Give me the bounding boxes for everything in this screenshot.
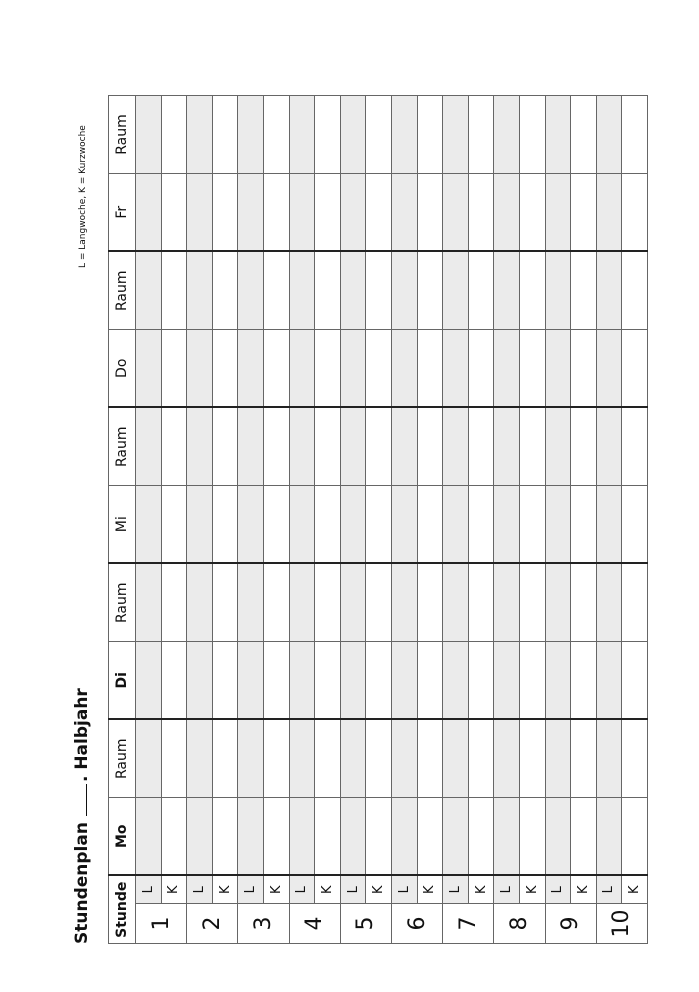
subject-cell[interactable] bbox=[315, 642, 341, 720]
room-cell[interactable] bbox=[468, 564, 494, 642]
header-day-mi: Mi bbox=[109, 486, 136, 564]
subject-cell[interactable] bbox=[545, 486, 571, 564]
room-cell[interactable] bbox=[596, 564, 622, 642]
semester-blank[interactable] bbox=[70, 784, 87, 816]
room-cell[interactable] bbox=[238, 252, 264, 330]
period-number: 3 bbox=[238, 904, 289, 944]
subject-cell[interactable] bbox=[366, 330, 392, 408]
subject-cell[interactable] bbox=[545, 798, 571, 876]
room-cell[interactable] bbox=[136, 564, 162, 642]
room-cell[interactable] bbox=[289, 720, 315, 798]
room-cell[interactable] bbox=[263, 720, 289, 798]
room-cell[interactable] bbox=[315, 564, 341, 642]
table-row bbox=[238, 96, 264, 944]
room-cell[interactable] bbox=[519, 96, 545, 174]
table-row bbox=[494, 96, 520, 944]
room-cell[interactable] bbox=[238, 720, 264, 798]
week-marker: K bbox=[263, 876, 289, 904]
room-cell[interactable] bbox=[340, 564, 366, 642]
subject-cell[interactable] bbox=[366, 798, 392, 876]
subject-cell[interactable] bbox=[212, 330, 238, 408]
header-day-fr: Fr bbox=[109, 174, 136, 252]
subject-cell[interactable] bbox=[136, 798, 162, 876]
table-row bbox=[366, 96, 392, 944]
room-cell[interactable] bbox=[263, 96, 289, 174]
room-cell[interactable] bbox=[494, 408, 520, 486]
subject-cell[interactable] bbox=[519, 330, 545, 408]
week-marker: L bbox=[238, 876, 264, 904]
period-number: 1 bbox=[136, 904, 187, 944]
room-cell[interactable] bbox=[187, 564, 213, 642]
room-cell[interactable] bbox=[545, 96, 571, 174]
subject-cell[interactable] bbox=[315, 330, 341, 408]
room-cell[interactable] bbox=[571, 720, 597, 798]
week-marker: L bbox=[596, 876, 622, 904]
subject-cell[interactable] bbox=[289, 798, 315, 876]
subject-cell[interactable] bbox=[545, 174, 571, 252]
table-row bbox=[571, 96, 597, 944]
week-marker: K bbox=[366, 876, 392, 904]
room-cell[interactable] bbox=[468, 408, 494, 486]
subject-cell[interactable] bbox=[519, 798, 545, 876]
subject-cell[interactable] bbox=[136, 642, 162, 720]
subject-cell[interactable] bbox=[622, 642, 648, 720]
subject-cell[interactable] bbox=[468, 486, 494, 564]
subject-cell[interactable] bbox=[391, 174, 417, 252]
subject-cell[interactable] bbox=[315, 798, 341, 876]
room-cell[interactable] bbox=[212, 96, 238, 174]
room-cell[interactable] bbox=[315, 408, 341, 486]
subject-cell[interactable] bbox=[468, 174, 494, 252]
subject-cell[interactable] bbox=[519, 486, 545, 564]
subject-cell[interactable] bbox=[468, 642, 494, 720]
room-cell[interactable] bbox=[545, 564, 571, 642]
room-cell[interactable] bbox=[161, 720, 187, 798]
week-legend: L = Langwoche, K = Kurzwoche bbox=[78, 125, 88, 268]
subject-cell[interactable] bbox=[622, 486, 648, 564]
subject-cell[interactable] bbox=[212, 642, 238, 720]
room-cell[interactable] bbox=[571, 564, 597, 642]
table-row bbox=[289, 96, 315, 944]
subject-cell[interactable] bbox=[340, 798, 366, 876]
subject-cell[interactable] bbox=[571, 486, 597, 564]
room-cell[interactable] bbox=[187, 96, 213, 174]
title-suffix: . Halbjahr bbox=[72, 688, 92, 783]
room-cell[interactable] bbox=[391, 96, 417, 174]
room-cell[interactable] bbox=[289, 96, 315, 174]
subject-cell[interactable] bbox=[519, 174, 545, 252]
header-room-fr: Raum bbox=[109, 96, 136, 174]
table-row bbox=[161, 96, 187, 944]
room-cell[interactable] bbox=[238, 96, 264, 174]
room-cell[interactable] bbox=[366, 408, 392, 486]
week-marker: K bbox=[571, 876, 597, 904]
room-cell[interactable] bbox=[417, 720, 443, 798]
week-marker: K bbox=[161, 876, 187, 904]
subject-cell[interactable] bbox=[187, 174, 213, 252]
subject-cell[interactable] bbox=[238, 642, 264, 720]
room-cell[interactable] bbox=[494, 252, 520, 330]
room-cell[interactable] bbox=[519, 408, 545, 486]
subject-cell[interactable] bbox=[263, 642, 289, 720]
room-cell[interactable] bbox=[289, 252, 315, 330]
subject-cell[interactable] bbox=[136, 174, 162, 252]
room-cell[interactable] bbox=[391, 252, 417, 330]
subject-cell[interactable] bbox=[417, 798, 443, 876]
subject-cell[interactable] bbox=[571, 798, 597, 876]
subject-cell[interactable] bbox=[417, 486, 443, 564]
room-cell[interactable] bbox=[212, 720, 238, 798]
subject-cell[interactable] bbox=[519, 642, 545, 720]
subject-cell[interactable] bbox=[494, 330, 520, 408]
subject-cell[interactable] bbox=[187, 330, 213, 408]
room-cell[interactable] bbox=[340, 252, 366, 330]
subject-cell[interactable] bbox=[136, 486, 162, 564]
subject-cell[interactable] bbox=[212, 486, 238, 564]
room-cell[interactable] bbox=[443, 96, 469, 174]
subject-cell[interactable] bbox=[391, 642, 417, 720]
subject-cell[interactable] bbox=[263, 330, 289, 408]
room-cell[interactable] bbox=[417, 564, 443, 642]
subject-cell[interactable] bbox=[443, 798, 469, 876]
subject-cell[interactable] bbox=[571, 330, 597, 408]
subject-cell[interactable] bbox=[315, 486, 341, 564]
subject-cell[interactable] bbox=[238, 486, 264, 564]
subject-cell[interactable] bbox=[340, 174, 366, 252]
table-row bbox=[136, 96, 162, 944]
header-stunde: Stunde bbox=[109, 876, 136, 944]
subject-cell[interactable] bbox=[596, 174, 622, 252]
subject-cell[interactable] bbox=[571, 174, 597, 252]
period-number: 2 bbox=[187, 904, 238, 944]
subject-cell[interactable] bbox=[494, 486, 520, 564]
room-cell[interactable] bbox=[494, 564, 520, 642]
week-marker: K bbox=[315, 876, 341, 904]
subject-cell[interactable] bbox=[417, 642, 443, 720]
table-row bbox=[340, 96, 366, 944]
room-cell[interactable] bbox=[596, 252, 622, 330]
room-cell[interactable] bbox=[366, 720, 392, 798]
room-cell[interactable] bbox=[443, 252, 469, 330]
room-cell[interactable] bbox=[571, 408, 597, 486]
room-cell[interactable] bbox=[622, 252, 648, 330]
room-cell[interactable] bbox=[596, 96, 622, 174]
room-cell[interactable] bbox=[212, 564, 238, 642]
room-cell[interactable] bbox=[571, 96, 597, 174]
week-marker: L bbox=[494, 876, 520, 904]
room-cell[interactable] bbox=[366, 96, 392, 174]
footer-code bbox=[612, 960, 664, 976]
table-row bbox=[468, 96, 494, 944]
subject-cell[interactable] bbox=[417, 330, 443, 408]
room-cell[interactable] bbox=[340, 720, 366, 798]
room-cell[interactable] bbox=[545, 408, 571, 486]
room-cell[interactable] bbox=[622, 408, 648, 486]
period-number: 8 bbox=[494, 904, 545, 944]
header-room-do: Raum bbox=[109, 252, 136, 330]
room-cell[interactable] bbox=[136, 96, 162, 174]
subject-cell[interactable] bbox=[340, 642, 366, 720]
room-cell[interactable] bbox=[391, 720, 417, 798]
room-cell[interactable] bbox=[545, 252, 571, 330]
room-cell[interactable] bbox=[136, 252, 162, 330]
subject-cell[interactable] bbox=[161, 174, 187, 252]
subject-cell[interactable] bbox=[622, 798, 648, 876]
room-cell[interactable] bbox=[161, 96, 187, 174]
room-cell[interactable] bbox=[187, 252, 213, 330]
table-row bbox=[545, 96, 571, 944]
room-cell[interactable] bbox=[391, 408, 417, 486]
room-cell[interactable] bbox=[494, 96, 520, 174]
subject-cell[interactable] bbox=[212, 174, 238, 252]
room-cell[interactable] bbox=[263, 408, 289, 486]
room-cell[interactable] bbox=[212, 408, 238, 486]
title-prefix: Stundenplan bbox=[72, 822, 92, 944]
subject-cell[interactable] bbox=[238, 174, 264, 252]
week-marker: K bbox=[519, 876, 545, 904]
subject-cell[interactable] bbox=[443, 330, 469, 408]
subject-cell[interactable] bbox=[161, 642, 187, 720]
room-cell[interactable] bbox=[417, 252, 443, 330]
subject-cell[interactable] bbox=[366, 174, 392, 252]
subject-cell[interactable] bbox=[161, 798, 187, 876]
room-cell[interactable] bbox=[468, 720, 494, 798]
table-row bbox=[391, 96, 417, 944]
week-marker: L bbox=[545, 876, 571, 904]
room-cell[interactable] bbox=[136, 408, 162, 486]
subject-cell[interactable] bbox=[212, 798, 238, 876]
week-marker: L bbox=[187, 876, 213, 904]
room-cell[interactable] bbox=[545, 720, 571, 798]
table-row bbox=[519, 96, 545, 944]
table-row bbox=[187, 96, 213, 944]
week-marker: K bbox=[468, 876, 494, 904]
room-cell[interactable] bbox=[391, 564, 417, 642]
subject-cell[interactable] bbox=[289, 330, 315, 408]
timetable bbox=[108, 95, 648, 944]
room-cell[interactable] bbox=[187, 720, 213, 798]
room-cell[interactable] bbox=[519, 252, 545, 330]
subject-cell[interactable] bbox=[238, 798, 264, 876]
subject-cell[interactable] bbox=[187, 486, 213, 564]
week-marker: L bbox=[391, 876, 417, 904]
room-cell[interactable] bbox=[340, 408, 366, 486]
period-number: 7 bbox=[443, 904, 494, 944]
subject-cell[interactable] bbox=[443, 486, 469, 564]
room-cell[interactable] bbox=[622, 720, 648, 798]
room-cell[interactable] bbox=[417, 408, 443, 486]
subject-cell[interactable] bbox=[161, 486, 187, 564]
header-row bbox=[109, 96, 136, 944]
subject-cell[interactable] bbox=[238, 330, 264, 408]
room-cell[interactable] bbox=[315, 252, 341, 330]
table-row bbox=[596, 96, 622, 944]
header-room-di: Raum bbox=[109, 564, 136, 642]
subject-cell[interactable] bbox=[417, 174, 443, 252]
subject-cell[interactable] bbox=[315, 174, 341, 252]
room-cell[interactable] bbox=[519, 720, 545, 798]
period-number: 5 bbox=[340, 904, 391, 944]
room-cell[interactable] bbox=[622, 564, 648, 642]
table-row bbox=[212, 96, 238, 944]
subject-cell[interactable] bbox=[468, 798, 494, 876]
period-number: 6 bbox=[391, 904, 442, 944]
header-day-di: Di bbox=[109, 642, 136, 720]
subject-cell[interactable] bbox=[494, 642, 520, 720]
room-cell[interactable] bbox=[212, 252, 238, 330]
subject-cell[interactable] bbox=[187, 798, 213, 876]
week-marker: L bbox=[443, 876, 469, 904]
subject-cell[interactable] bbox=[263, 798, 289, 876]
room-cell[interactable] bbox=[519, 564, 545, 642]
week-marker: L bbox=[289, 876, 315, 904]
subject-cell[interactable] bbox=[622, 330, 648, 408]
subject-cell[interactable] bbox=[340, 330, 366, 408]
week-marker: K bbox=[417, 876, 443, 904]
room-cell[interactable] bbox=[494, 720, 520, 798]
week-marker: K bbox=[622, 876, 648, 904]
period-number: 9 bbox=[545, 904, 596, 944]
room-cell[interactable] bbox=[238, 408, 264, 486]
subject-cell[interactable] bbox=[596, 798, 622, 876]
room-cell[interactable] bbox=[596, 720, 622, 798]
subject-cell[interactable] bbox=[494, 798, 520, 876]
room-cell[interactable] bbox=[263, 252, 289, 330]
subject-cell[interactable] bbox=[289, 642, 315, 720]
table-row bbox=[315, 96, 341, 944]
week-marker: K bbox=[212, 876, 238, 904]
subject-cell[interactable] bbox=[366, 486, 392, 564]
subject-cell[interactable] bbox=[391, 330, 417, 408]
room-cell[interactable] bbox=[366, 252, 392, 330]
period-number: 10 bbox=[596, 904, 647, 944]
subject-cell[interactable] bbox=[443, 174, 469, 252]
room-cell[interactable] bbox=[315, 96, 341, 174]
room-cell[interactable] bbox=[340, 96, 366, 174]
header-room-mo: Raum bbox=[109, 720, 136, 798]
room-cell[interactable] bbox=[238, 564, 264, 642]
subject-cell[interactable] bbox=[289, 174, 315, 252]
room-cell[interactable] bbox=[443, 564, 469, 642]
room-cell[interactable] bbox=[187, 408, 213, 486]
week-marker: L bbox=[340, 876, 366, 904]
page-title bbox=[70, 688, 93, 944]
subject-cell[interactable] bbox=[494, 174, 520, 252]
subject-cell[interactable] bbox=[161, 330, 187, 408]
table-row bbox=[443, 96, 469, 944]
subject-cell[interactable] bbox=[391, 486, 417, 564]
subject-cell[interactable] bbox=[391, 798, 417, 876]
room-cell[interactable] bbox=[417, 96, 443, 174]
week-marker: L bbox=[136, 876, 162, 904]
room-cell[interactable] bbox=[161, 408, 187, 486]
header-day-do: Do bbox=[109, 330, 136, 408]
subject-cell[interactable] bbox=[263, 174, 289, 252]
room-cell[interactable] bbox=[161, 564, 187, 642]
room-cell[interactable] bbox=[366, 564, 392, 642]
subject-cell[interactable] bbox=[622, 174, 648, 252]
room-cell[interactable] bbox=[136, 720, 162, 798]
subject-cell[interactable] bbox=[596, 642, 622, 720]
subject-cell[interactable] bbox=[340, 486, 366, 564]
room-cell[interactable] bbox=[289, 564, 315, 642]
period-number: 4 bbox=[289, 904, 340, 944]
room-cell[interactable] bbox=[468, 252, 494, 330]
room-cell[interactable] bbox=[571, 252, 597, 330]
room-cell[interactable] bbox=[289, 408, 315, 486]
table-row bbox=[417, 96, 443, 944]
subject-cell[interactable] bbox=[468, 330, 494, 408]
subject-cell[interactable] bbox=[443, 642, 469, 720]
room-cell[interactable] bbox=[263, 564, 289, 642]
room-cell[interactable] bbox=[468, 96, 494, 174]
subject-cell[interactable] bbox=[596, 486, 622, 564]
room-cell[interactable] bbox=[622, 96, 648, 174]
room-cell[interactable] bbox=[161, 252, 187, 330]
room-cell[interactable] bbox=[596, 408, 622, 486]
subject-cell[interactable] bbox=[596, 330, 622, 408]
subject-cell[interactable] bbox=[571, 642, 597, 720]
table-row bbox=[622, 96, 648, 944]
room-cell[interactable] bbox=[315, 720, 341, 798]
subject-cell[interactable] bbox=[187, 642, 213, 720]
subject-cell[interactable] bbox=[136, 330, 162, 408]
subject-cell[interactable] bbox=[545, 642, 571, 720]
subject-cell[interactable] bbox=[263, 486, 289, 564]
table-row bbox=[263, 96, 289, 944]
room-cell[interactable] bbox=[443, 408, 469, 486]
header-room-mi: Raum bbox=[109, 408, 136, 486]
room-cell[interactable] bbox=[443, 720, 469, 798]
header-day-mo: Mo bbox=[109, 798, 136, 876]
subject-cell[interactable] bbox=[545, 330, 571, 408]
subject-cell[interactable] bbox=[366, 642, 392, 720]
subject-cell[interactable] bbox=[289, 486, 315, 564]
